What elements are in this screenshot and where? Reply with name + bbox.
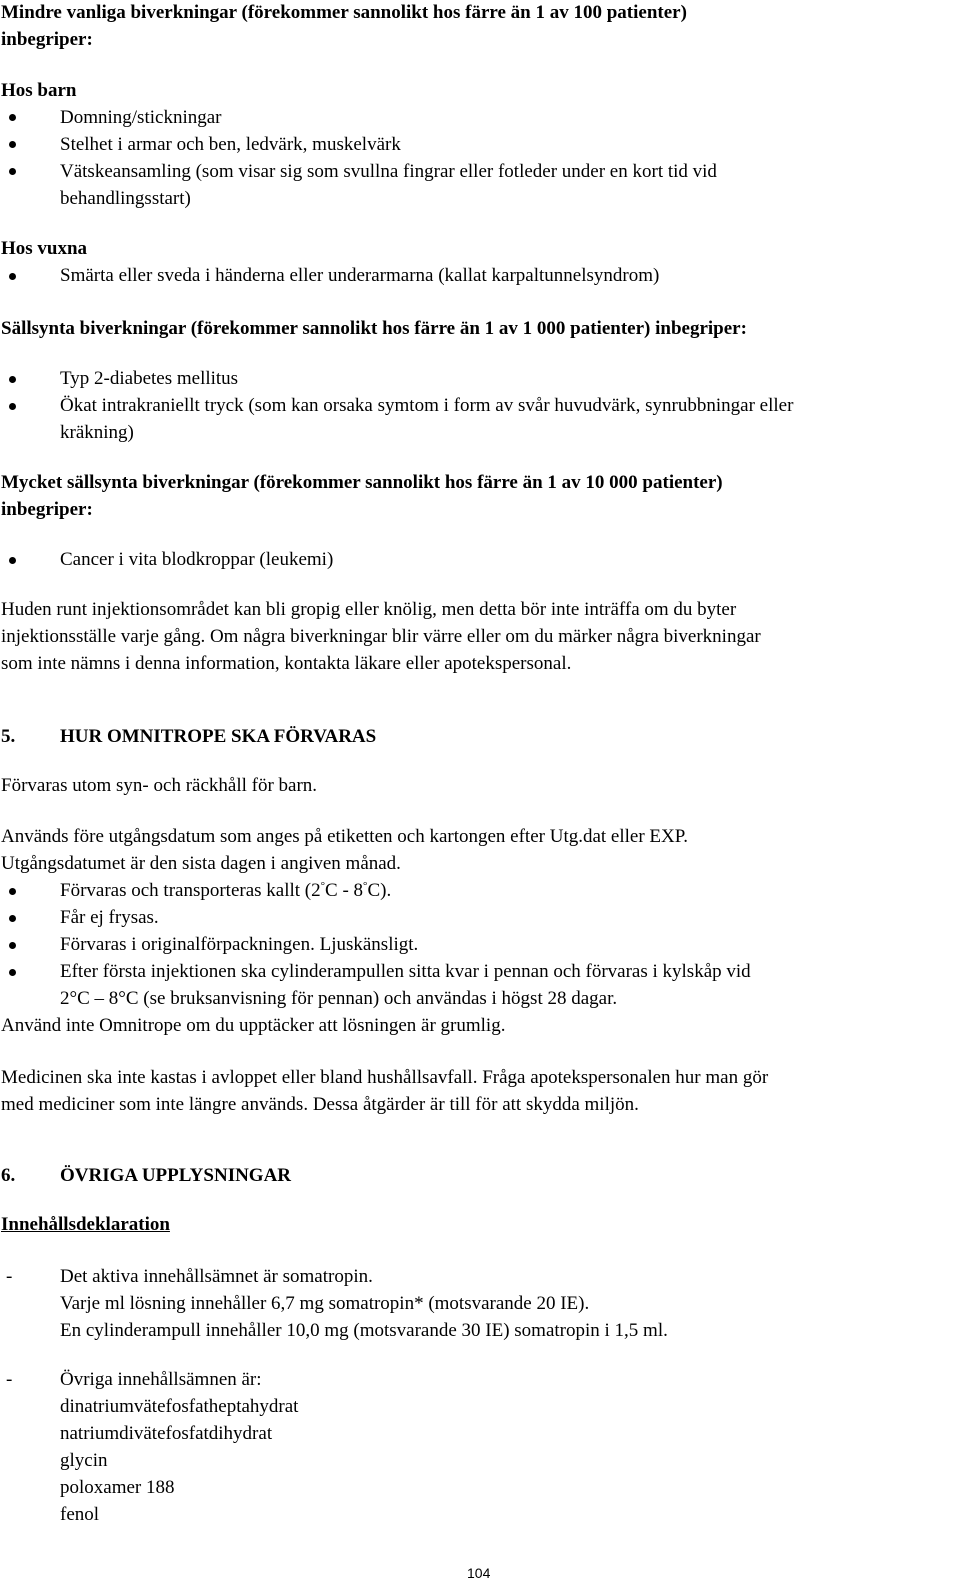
ingredient-item: dinatriumvätefosfatheptahydrat bbox=[60, 1396, 299, 1417]
paragraph-line: Medicinen ska inte kastas i avloppet eller bland hushållsavfall. Fråga apotekspersonalen hur man gör bbox=[1, 1067, 769, 1088]
degree-sign: ° bbox=[320, 880, 326, 892]
ingredient-item: poloxamer 188 bbox=[60, 1477, 175, 1498]
bullet-icon bbox=[9, 969, 16, 976]
paragraph-line: som inte nämns i denna information, kontakta läkare eller apotekspersonal. bbox=[1, 653, 572, 674]
list-item: Stelhet i armar och ben, ledvärk, muskelvärk bbox=[60, 134, 401, 155]
very-rare-heading-line2: inbegriper: bbox=[1, 499, 93, 520]
list-item: Cancer i vita blodkroppar (leukemi) bbox=[60, 549, 334, 570]
paragraph-line: Övriga innehållsämnen är: bbox=[60, 1369, 262, 1390]
section-number: 5. bbox=[1, 726, 16, 747]
adults-heading: Hos vuxna bbox=[1, 238, 88, 259]
list-item: Får ej frysas. bbox=[60, 907, 159, 928]
paragraph-line: Utgångsdatumet är den sista dagen i angiven månad. bbox=[1, 853, 401, 874]
ingredient-item: natriumdivätefosfatdihydrat bbox=[60, 1423, 273, 1444]
paragraph-line: Använd inte Omnitrope om du upptäcker att lösningen är grumlig. bbox=[1, 1015, 506, 1036]
list-item-text: C - 8 bbox=[325, 880, 364, 901]
list-item: Domning/stickningar bbox=[60, 107, 222, 128]
ingredient-item: fenol bbox=[60, 1504, 100, 1525]
uncommon-heading-line2: inbegriper: bbox=[1, 29, 93, 50]
list-item bbox=[60, 880, 391, 902]
list-item-continuation: 2°C – 8°C (se bruksanvisning för pennan) och användas i högst 28 dagar. bbox=[60, 988, 618, 1009]
page-number: 104 bbox=[467, 1565, 491, 1581]
bullet-icon bbox=[9, 557, 16, 564]
list-item-text: Förvaras och transporteras kallt (2 bbox=[60, 880, 321, 901]
bullet-icon bbox=[9, 915, 16, 922]
paragraph-line: injektionsställe varje gång. Om några biverkningar blir värre eller om du märker några biverkningar bbox=[1, 626, 761, 647]
bullet-icon bbox=[9, 168, 16, 175]
bullet-icon bbox=[9, 942, 16, 949]
paragraph-line: med mediciner som inte längre används. Dessa åtgärder är till för att skydda miljön. bbox=[1, 1094, 639, 1115]
ingredient-item: glycin bbox=[60, 1450, 108, 1471]
paragraph-line: Det aktiva innehållsämnet är somatropin. bbox=[60, 1266, 373, 1287]
bullet-icon bbox=[9, 273, 16, 280]
paragraph-line: En cylinderampull innehåller 10,0 mg (motsvarande 30 IE) somatropin i 1,5 ml. bbox=[60, 1320, 668, 1341]
dash-marker: - bbox=[6, 1369, 13, 1390]
paragraph-line: Används före utgångsdatum som anges på etiketten och kartongen efter Utg.dat eller EXP. bbox=[1, 826, 688, 847]
list-item-text: C). bbox=[367, 880, 392, 901]
list-item: Förvaras i originalförpackningen. Ljuskänsligt. bbox=[60, 934, 419, 955]
list-item: Ökat intrakraniellt tryck (som kan orsaka symtom i form av svår huvudvärk, synrubbningar eller bbox=[60, 395, 794, 416]
paragraph-line: Förvaras utom syn- och räckhåll för barn. bbox=[1, 775, 318, 796]
list-item: Efter första injektionen ska cylinderampullen sitta kvar i pennan och förvaras i kylskåp vid bbox=[60, 961, 751, 982]
children-heading: Hos barn bbox=[1, 80, 77, 101]
uncommon-heading-line1: Mindre vanliga biverkningar (förekommer sannolikt hos färre än 1 av 100 patienter) bbox=[1, 2, 687, 23]
list-item: Smärta eller sveda i händerna eller underarmarna (kallat karpaltunnelsyndrom) bbox=[60, 265, 660, 286]
paragraph-line: Huden runt injektionsområdet kan bli gropig eller knölig, men detta bör inte inträffa om du byter bbox=[1, 599, 737, 620]
rare-heading: Sällsynta biverkningar (förekommer sannolikt hos färre än 1 av 1 000 patienter) inbegriper: bbox=[1, 318, 747, 339]
bullet-icon bbox=[9, 403, 16, 410]
bullet-icon bbox=[9, 114, 16, 121]
paragraph-line: Varje ml lösning innehåller 6,7 mg somatropin* (motsvarande 20 IE). bbox=[60, 1293, 590, 1314]
bullet-icon bbox=[9, 141, 16, 148]
list-item: Vätskeansamling (som visar sig som svullna fingrar eller fotleder under en kort tid vid bbox=[60, 161, 717, 182]
list-item-continuation: behandlingsstart) bbox=[60, 188, 191, 209]
subheading: Innehållsdeklaration bbox=[1, 1214, 170, 1235]
bullet-icon bbox=[9, 888, 16, 895]
section-title: ÖVRIGA UPPLYSNINGAR bbox=[60, 1165, 292, 1186]
list-item: Typ 2-diabetes mellitus bbox=[60, 368, 239, 389]
list-item-continuation: kräkning) bbox=[60, 422, 134, 443]
section-title: HUR OMNITROPE SKA FÖRVARAS bbox=[60, 726, 377, 747]
section-number: 6. bbox=[1, 1165, 16, 1186]
degree-sign: ° bbox=[363, 880, 368, 892]
bullet-icon bbox=[9, 376, 16, 383]
dash-marker: - bbox=[6, 1266, 13, 1287]
very-rare-heading-line1: Mycket sällsynta biverkningar (förekommer sannolikt hos färre än 1 av 10 000 patienter) bbox=[1, 472, 723, 493]
